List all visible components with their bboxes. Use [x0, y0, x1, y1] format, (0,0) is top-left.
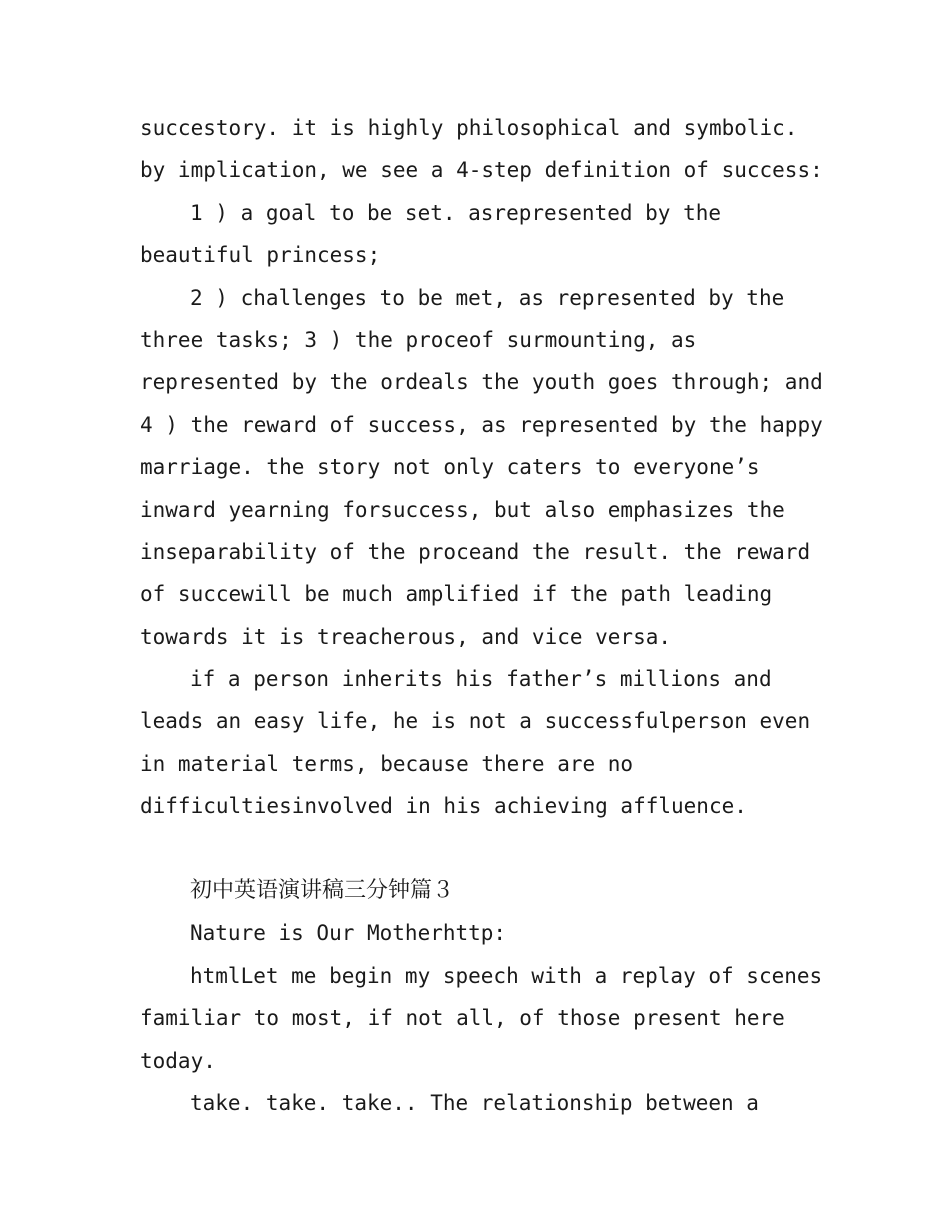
document-page [140, 107, 830, 1124]
text-line: inseparability of the proceand the result. the reward [140, 539, 811, 564]
section-heading: 初中英语演讲稿三分钟篇３ [190, 878, 455, 904]
text-line: towards it is treacherous, and vice versa. [140, 624, 672, 649]
text-line: inward yearning forsuccess, but also emphasizes the [140, 497, 785, 522]
text-line: by implication, we see a 4-step definition of success: [140, 158, 823, 183]
text-line: in material terms, because there are no [140, 751, 634, 776]
text-line: Nature is Our Motherhttp: [190, 921, 507, 946]
text-line: today. [140, 1048, 216, 1073]
text-line: if a person inherits his father’s millions and [190, 667, 772, 692]
text-line: beautiful princess; [140, 243, 381, 268]
text-line: represented by the ordeals the youth goes through; and [140, 370, 823, 395]
paragraph-gap [140, 828, 830, 870]
text-line: difficultiesinvolved in his achieving affluence. [140, 794, 747, 819]
text-line: take. take. take.. The relationship between a [190, 1090, 759, 1115]
text-line: 4 ) the reward of success, as represented by the happy [140, 412, 823, 437]
text-line: of succewill be much amplified if the path leading [140, 582, 773, 607]
text-line: familiar to most, if not all, of those present here [140, 1006, 785, 1031]
text-line: three tasks; 3 ) the proceof surmounting, as [140, 327, 697, 352]
text-line: leads an easy life, he is not a successfulperson even [140, 709, 811, 734]
text-line: 1 ) a goal to be set. asrepresented by the [190, 200, 722, 225]
text-line: 2 ) challenges to be met, as represented by the [190, 285, 785, 310]
text-line: succestory. it is highly philosophical and symbolic. [140, 116, 798, 140]
text-line: marriage. the story not only caters to everyone’s [140, 455, 760, 480]
text-line: htmlLet me begin my speech with a replay of scenes [190, 963, 823, 988]
